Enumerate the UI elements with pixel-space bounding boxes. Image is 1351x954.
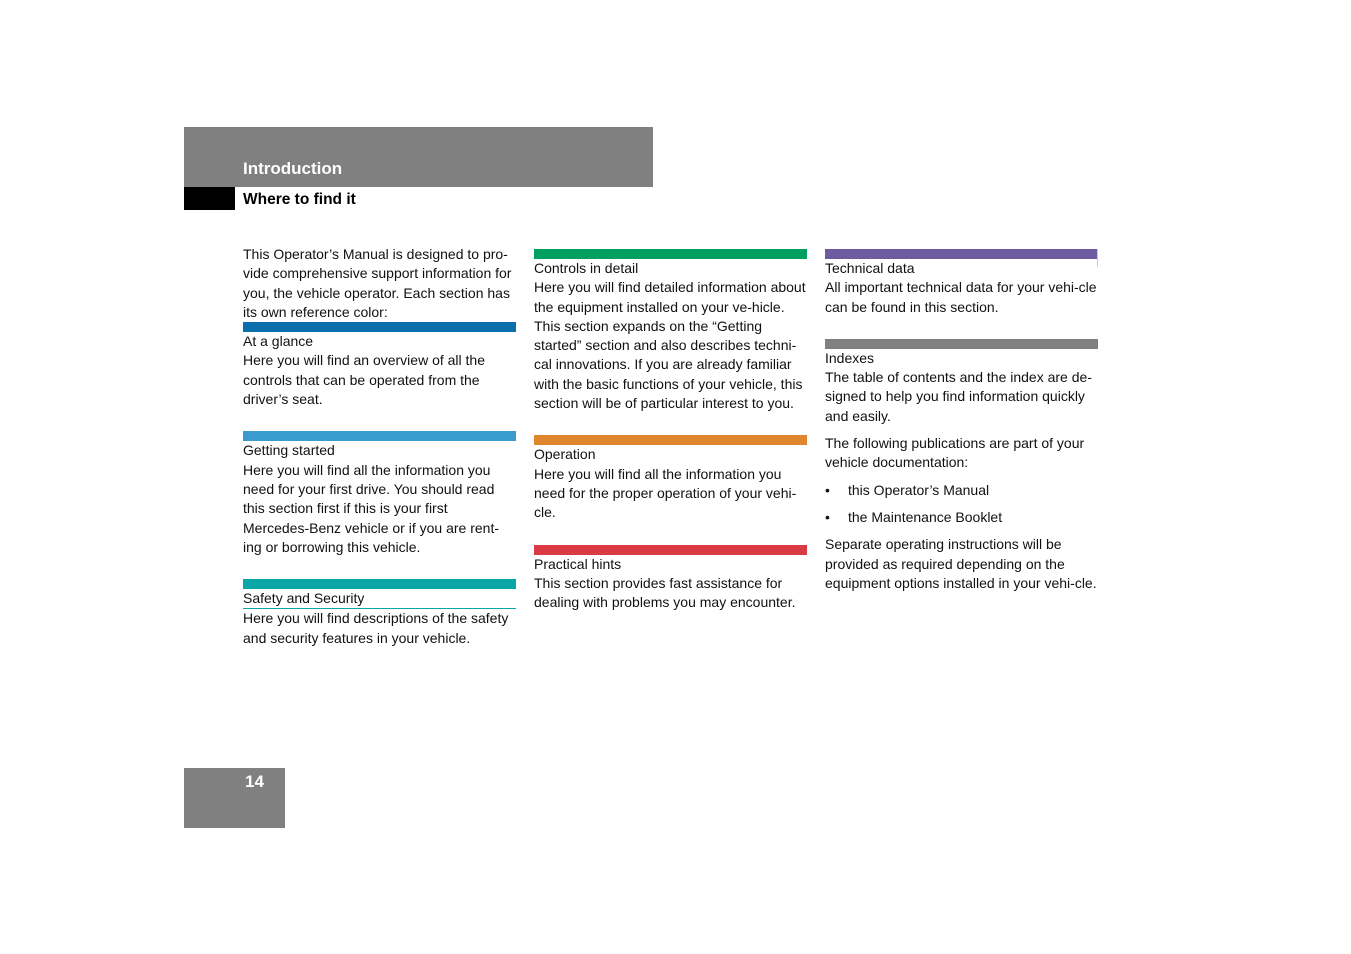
section-practical-hints: [534, 545, 807, 613]
section-marker-tab: [184, 187, 235, 210]
section-description: Here you will find all the information you need for the proper operation of your vehi-cle.: [534, 465, 797, 521]
section-heading: Technical data: [825, 260, 915, 276]
color-bar-controls: [534, 249, 807, 259]
list-item: [825, 481, 1098, 500]
bullet-icon: •: [825, 481, 830, 498]
section-safety-and-security: [243, 579, 516, 648]
section-technical-data: [825, 249, 1098, 317]
section-at-a-glance: [243, 322, 516, 409]
intro-paragraph: This Operator’s Manual is designed to pro-vide comprehensive support information for you, the vehicle operator. Each section has its own reference color:: [243, 246, 512, 320]
section-description: Here you will find all the information you need for your first drive. You should read this section first if this is your first Mercedes-Benz vehicle or if you are rent-ing or borrowing this vehicle.: [243, 461, 499, 555]
list-item-text: the Maintenance Booklet: [848, 508, 1003, 525]
section-description: The table of contents and the index are de-signed to help you find information quickly and easily.: [825, 369, 1092, 424]
page-number: 14: [245, 772, 264, 791]
publications-intro: The following publications are part of your vehicle documentation:: [825, 435, 1085, 471]
divider: [1097, 249, 1098, 267]
color-bar-practical-hints: [534, 545, 807, 555]
list-item: [825, 508, 1098, 527]
color-bar-operation: [534, 435, 807, 445]
section-heading: Practical hints: [534, 555, 622, 572]
section-description: This section provides fast assistance for dealing with problems you may encounter.: [534, 574, 796, 611]
section-heading: Safety and Security: [243, 589, 516, 609]
closing-paragraph: Separate operating instructions will be provided as required depending on the equipment options installed in your vehi-cle.: [825, 536, 1097, 591]
column-left: [243, 245, 516, 670]
color-bar-safety: [243, 579, 516, 589]
chapter-title: Introduction: [243, 159, 343, 178]
section-description: Here you will find descriptions of the safety and security features in your vehicle.: [243, 610, 509, 646]
section-controls-in-detail: [534, 249, 807, 413]
section-heading: Controls in detail: [534, 260, 639, 276]
section-heading: At a glance: [243, 333, 314, 350]
section-operation: [534, 435, 807, 522]
section-description: Here you will find detailed information about the equipment installed on your ve-hicle. This section expands on the “Getting started” section and also describes techni-cal innovations. If you are already familiar with the basic functions of your vehicle, this section will be of particular interest to you.: [534, 279, 806, 412]
column-middle: [534, 249, 807, 634]
column-right: [825, 249, 1098, 615]
section-description: All important technical data for your vehi-cle can be found in this section.: [825, 279, 1097, 315]
page-number-box: [184, 768, 285, 828]
list-item-text: this Operator’s Manual: [848, 481, 990, 498]
section-title: Where to find it: [243, 191, 356, 208]
section-heading: Getting started: [243, 442, 335, 459]
section-heading: Indexes: [825, 349, 875, 366]
bullet-icon: •: [825, 508, 830, 525]
color-bar-at-a-glance: [243, 322, 516, 332]
section-indexes: [825, 339, 1098, 593]
section-heading: Operation: [534, 446, 596, 463]
color-bar-indexes: [825, 339, 1098, 349]
color-bar-getting-started: [243, 431, 516, 441]
section-description: Here you will find an overview of all the controls that can be operated from the driver’s seat.: [243, 352, 486, 408]
section-getting-started: [243, 431, 516, 557]
color-bar-technical-data: [825, 249, 1098, 259]
